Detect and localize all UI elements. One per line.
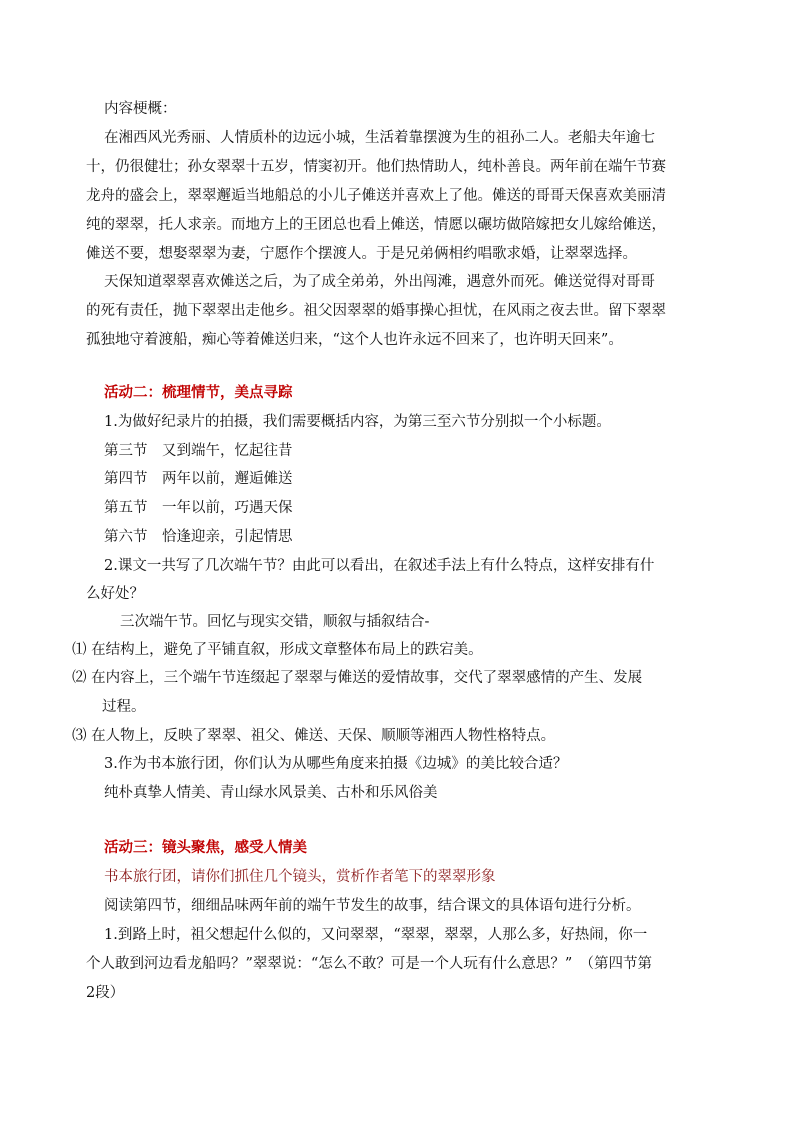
- summary-p2-line-2: 的死有责任，抛下翠翠出走他乡。祖父因翠翠的婚事操心担忧，在风雨之夜去世。留下翠翠: [86, 303, 666, 319]
- answer-point-content-cont: 过程。: [102, 699, 146, 715]
- section-title-5: 第五节 一年以前，巧遇天保: [104, 500, 293, 516]
- activity2-question-1: 1.为做好纪录片的拍摄，我们需要概括内容，为第三至六节分别拟一个小标题。: [104, 414, 611, 430]
- activity2-heading: 活动二：梳理情节，美点寻踪: [104, 385, 293, 401]
- summary-p1-line-5: 傩送不要，想娶翠翠为妻，宁愿作个摆渡人。于是兄弟俩相约唱歌求婚，让翠翠选择。: [86, 246, 637, 262]
- summary-p2-line-3: 孤独地守着渡船，痴心等着傩送归来，“这个人也许永远不回来了，也许明天回来”。: [86, 332, 623, 348]
- answer-point-structure: ⑴ 在结构上，避免了平铺直叙，形成文章整体布局上的跌宕美。: [72, 642, 483, 658]
- activity3-question-1-line-3: 2段）: [86, 985, 125, 1001]
- activity3-instruction: 阅读第四节，细细品味两年前的端午节发生的故事，结合课文的具体语句进行分析。: [104, 898, 641, 914]
- activity2-answer-2-intro: 三次端午节。回忆与现实交错，顺叙与插叙结合-: [120, 614, 430, 630]
- answer-point-characters: ⑶ 在人物上，反映了翠翠、祖父、傩送、天保、顺顺等湘西人物性格特点。: [72, 728, 556, 744]
- activity3-question-1-line-2: 个人敢到河边看龙船吗？”翠翠说：“怎么不敢？可是一个人玩有什么意思？” （第四节第: [86, 956, 652, 972]
- answer-point-content: ⑵ 在内容上，三个端午节连缀起了翠翠与傩送的爱情故事，交代了翠翠感情的产生、发展: [72, 670, 643, 686]
- activity2-question-2-line-1: 2.课文一共写了几次端午节？由此可以看出，在叙述手法上有什么特点，这样安排有什: [104, 558, 655, 574]
- summary-p2-line-1: 天保知道翠翠喜欢傩送之后，为了成全弟弟，外出闯滩，遇意外而死。傩送觉得对哥哥: [104, 274, 655, 290]
- activity2-question-3: 3.作为书本旅行团，你们认为从哪些角度来拍摄《边城》的美比较合适？: [104, 756, 568, 772]
- activity2-question-2-line-2: 么好处？: [86, 586, 144, 602]
- summary-p1-line-2: 十，仍很健壮；孙女翠翠十五岁，情窦初开。他们热情助人，纯朴善良。两年前在端午节赛: [86, 159, 666, 175]
- summary-p1-line-1: 在湘西风光秀丽、人情质朴的边远小城，生活着靠摆渡为生的祖孙二人。老船夫年逾七: [104, 130, 655, 146]
- activity3-question-1-line-1: 1.到路上时，祖父想起什么似的，又问翠翠，“翠翠，翠翠，人那么多，好热闹，你一: [104, 927, 648, 943]
- activity3-heading: 活动三：镜头聚焦，感受人情美: [104, 840, 307, 856]
- section-title-4: 第四节 两年以前，邂逅傩送: [104, 471, 293, 487]
- activity3-task: 书本旅行团，请你们抓住几个镜头，赏析作者笔下的翠翠形象: [104, 869, 496, 885]
- activity2-answer-3: 纯朴真挚人情美、青山绿水风景美、古朴和乐风俗美: [104, 785, 438, 801]
- summary-p1-line-3: 龙舟的盛会上，翠翠邂逅当地船总的小儿子傩送并喜欢上了他。傩送的哥哥天保喜欢美丽清: [86, 188, 666, 204]
- summary-label: 内容梗概：: [104, 101, 177, 117]
- section-title-3: 第三节 又到端午，忆起往昔: [104, 443, 293, 459]
- section-title-6: 第六节 恰逢迎亲，引起情思: [104, 529, 293, 545]
- summary-p1-line-4: 纯的翠翠，托人求亲。而地方上的王团总也看上傩送，情愿以碾坊做陪嫁把女儿嫁给傩送，: [86, 217, 666, 233]
